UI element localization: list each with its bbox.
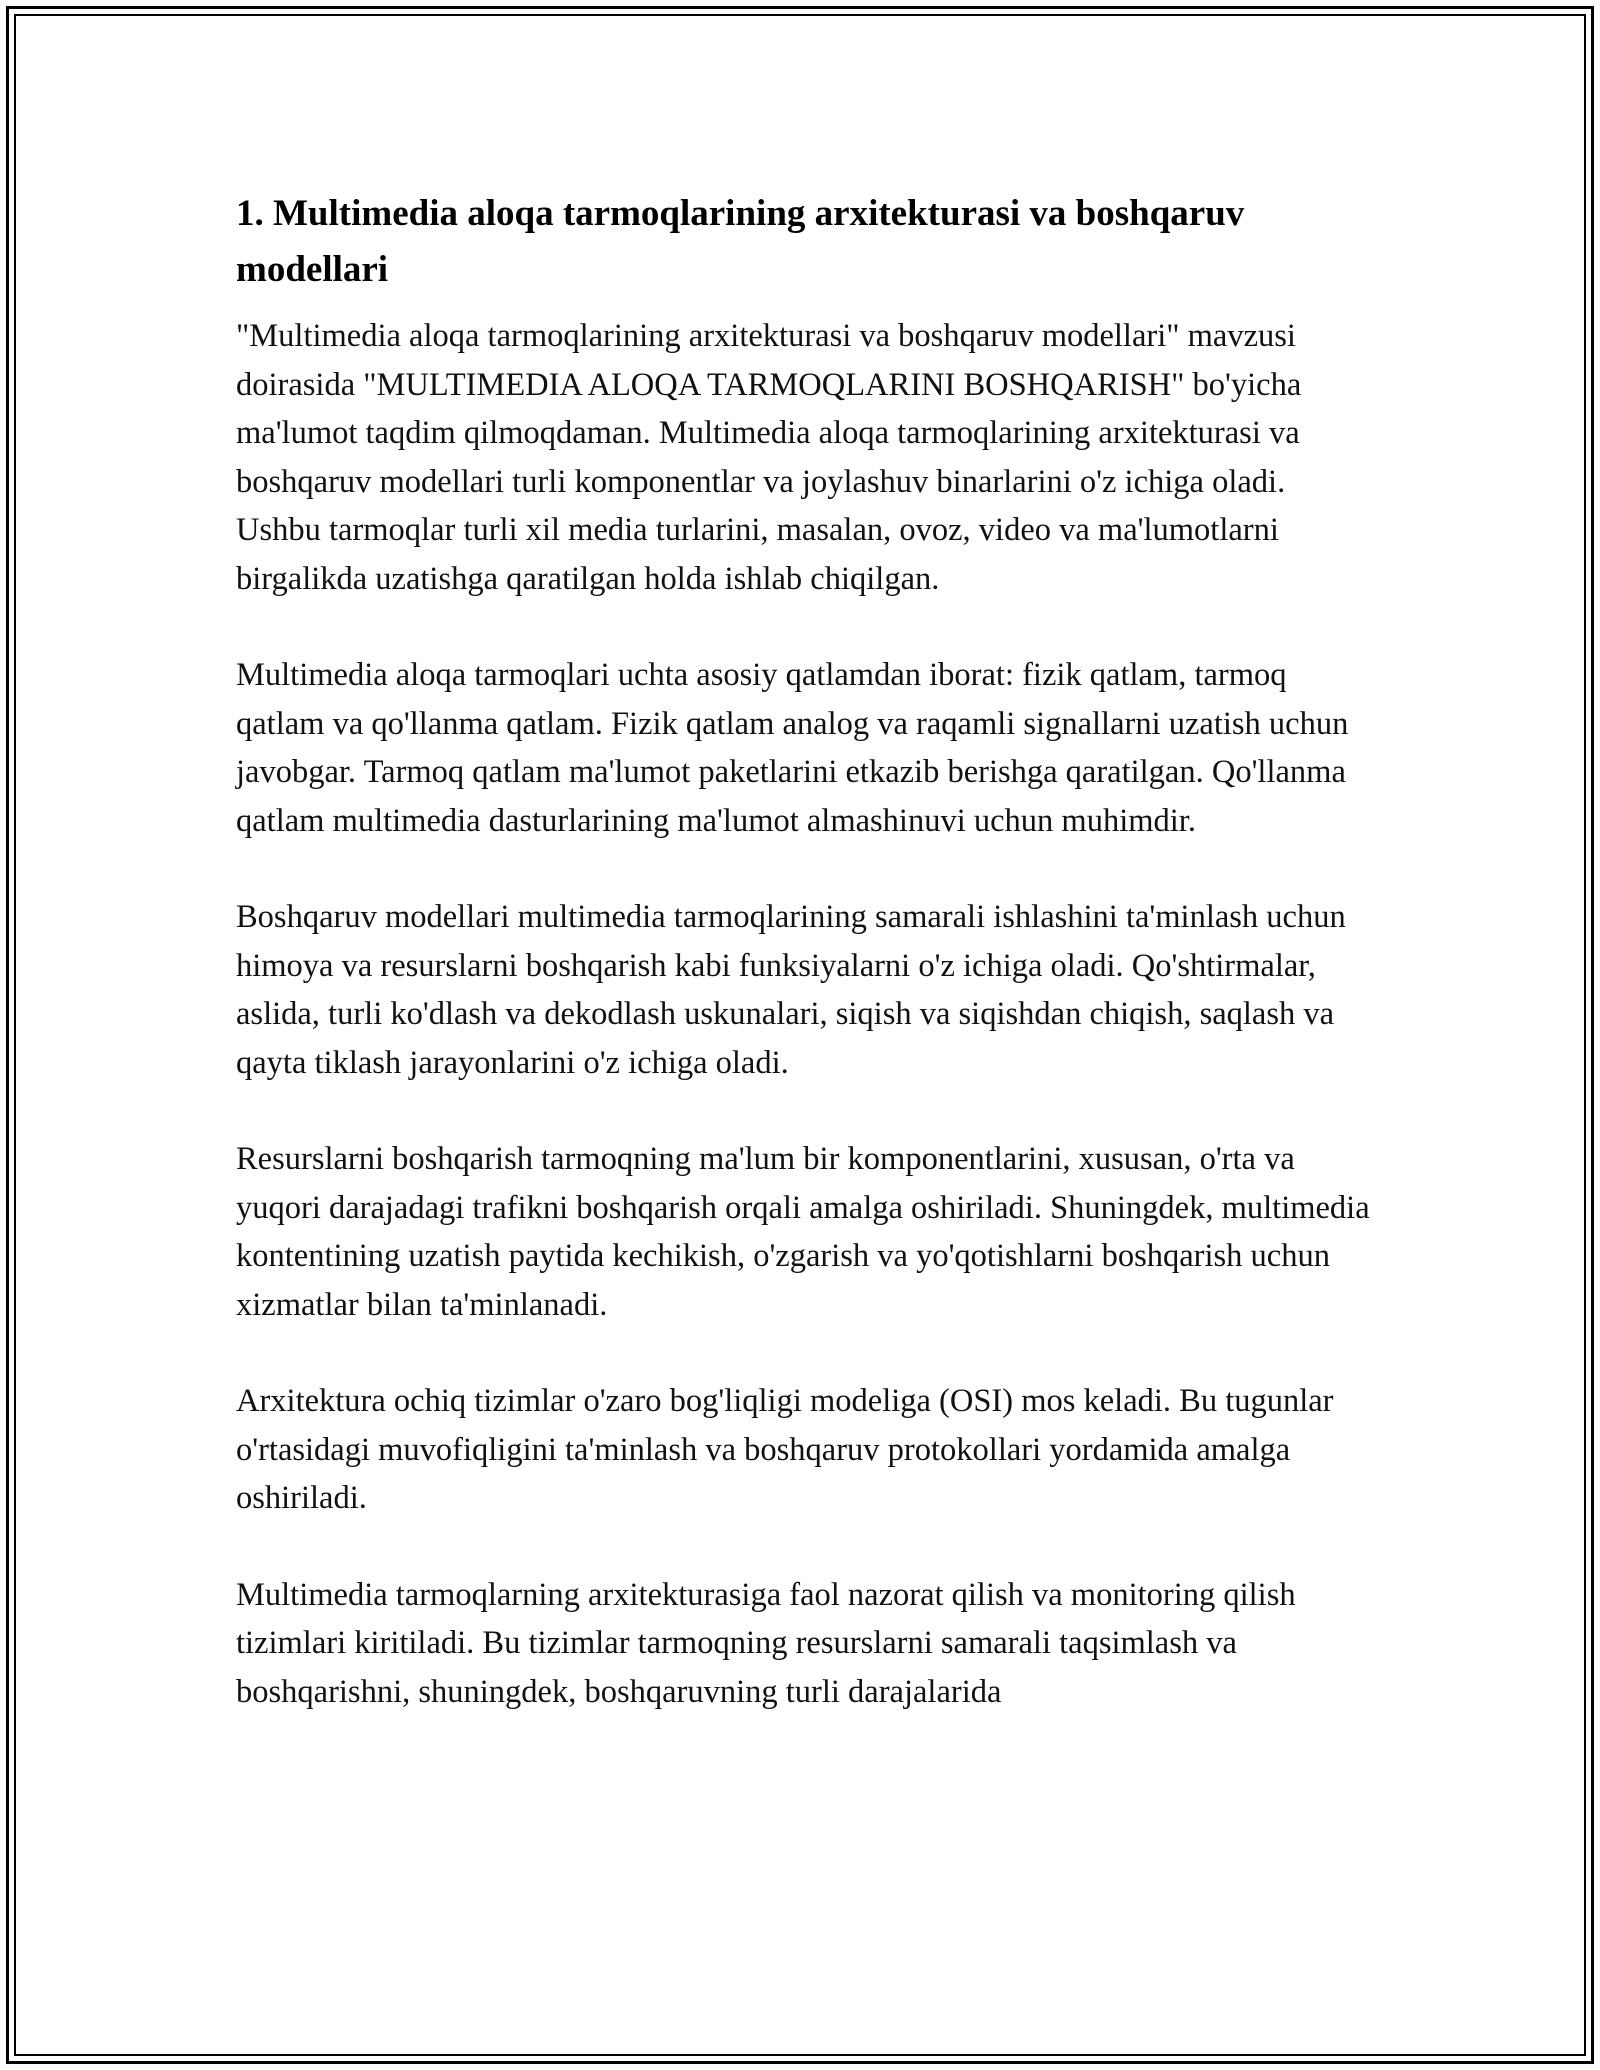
paragraph-resource-management: Resurslarni boshqarish tarmoqning ma'lum bir komponentlarini, xususan, o'rta va yuqori darajadagi trafikni boshqarish orqali amalga oshiriladi. Shuningdek, multimedia kontentining uzatish paytida kechikish, o'zgarish va yo'qotishlarni boshqarish uchun xizmatlar bilan ta'minlanadi.: [236, 1141, 1370, 1323]
paragraph-osi-architecture: Arxitektura ochiq tizimlar o'zaro bog'liqligi modeliga (OSI) mos keladi. Bu tugunlar o'rtasidagi muvofiqligini ta'minlash va boshqaruv protokollari yordamida amalga oshiriladi.: [236, 1383, 1334, 1516]
document-body: [236, 186, 1370, 1764]
paragraph-management-models: Boshqaruv modellari multimedia tarmoqlarining samarali ishlashini ta'minlash uchun himoya va resurslarni boshqarish kabi funksiyalarni o'z ichiga oladi. Qo'shtirmalar, aslida, turli ko'dlash va dekodlash uskunalari, siqish va siqishdan chiqish, saqlash va qayta tiklash jarayonlarini o'z ichiga oladi.: [236, 899, 1346, 1081]
document-title: 1. Multimedia aloqa tarmoqlarining arxitekturasi va boshqaruv modellari: [236, 193, 1245, 290]
paragraph-layers: Multimedia aloqa tarmoqlari uchta asosiy qatlamdan iborat: fizik qatlam, tarmoq qatlam va qo'llanma qatlam. Fizik qatlam analog va raqamli signallarni uzatish uchun javobgar. Tarmoq qatlam ma'lumot paketlarini etkazib berishga qaratilgan. Qo'llanma qatlam multimedia dasturlarining ma'lumot almashinuvi uchun muhimdir.: [236, 657, 1349, 839]
paragraph-monitoring: Multimedia tarmoqlarning arxitekturasiga faol nazorat qilish va monitoring qilish tizimlari kiritiladi. Bu tizimlar tarmoqning resurslarni samarali taqsimlash va boshqarishni, shuningdek, boshqaruvning turli darajalarida: [236, 1576, 1296, 1710]
paragraph-intro: "Multimedia aloqa tarmoqlarining arxitekturasi va boshqaruv modellari" mavzusi doirasida "MULTIMEDIA ALOQA TARMOQLARINI BOSHQARISH" bo'yicha ma'lumot taqdim qilmoqdaman. Multimedia aloqa tarmoqlarining arxitekturasi va boshqaruv modellari turli komponentlar va joylashuv binarlarini o'z ichiga oladi. Ushbu tarmoqlar turli xil media turlarini, masalan, ovoz, video va ma'lumotlarni birgalikda uzatishga qaratilgan holda ishlab chiqilgan.: [236, 318, 1302, 597]
